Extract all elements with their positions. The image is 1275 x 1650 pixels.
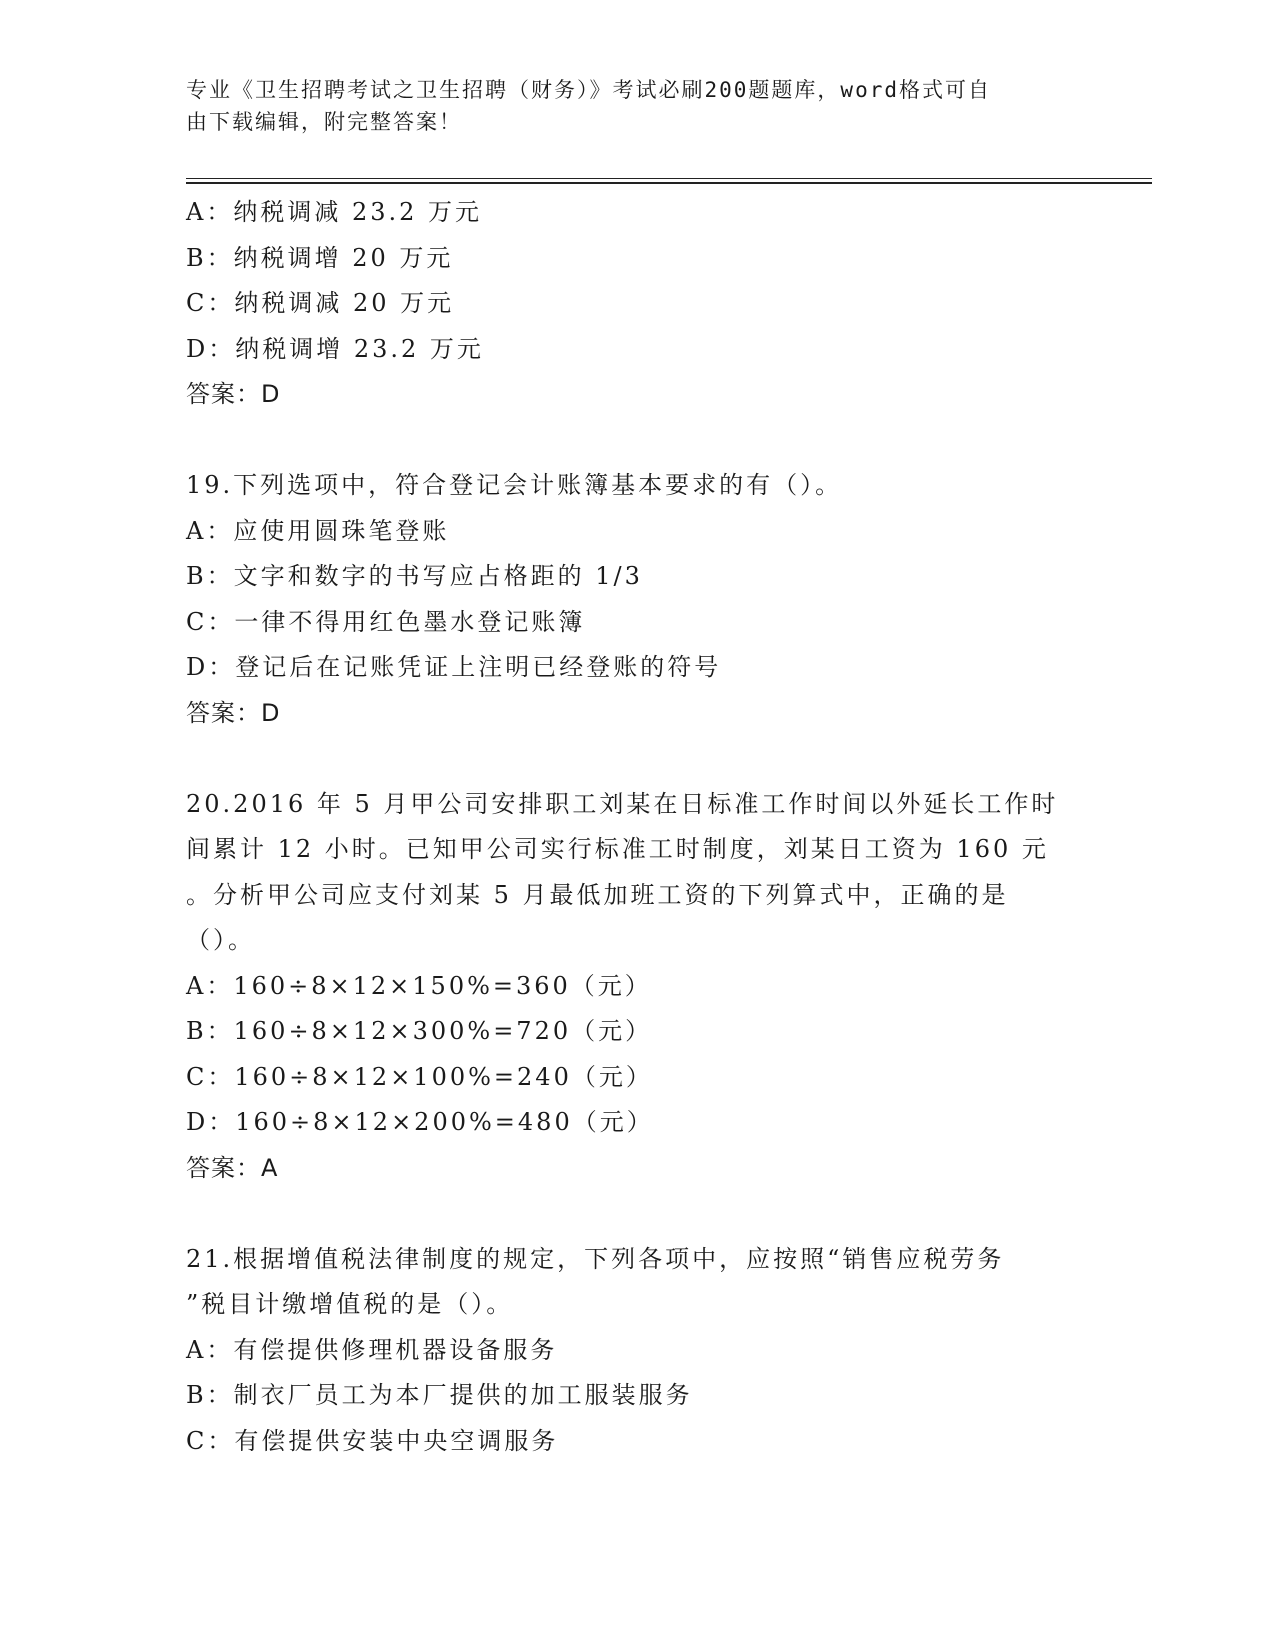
option-c: C：160÷8×12×100%=240（元） [186, 1062, 653, 1091]
question-21 [186, 1237, 1086, 1465]
option-d: D：160÷8×12×200%=480（元） [186, 1108, 654, 1136]
question-19 [186, 463, 1086, 736]
option-a: A：160÷8×12×150%=360（元） [186, 971, 652, 1000]
question-stem: 19.下列选项中，符合登记会计账簿基本要求的有（）。 [186, 471, 843, 499]
spacer [186, 736, 1086, 782]
header-divider [186, 178, 1152, 179]
question-stem-line-1: 20.2016 年 5 月甲公司安排职工刘某在日标准工作时间以外延长工作时 [186, 789, 1059, 818]
spacer [186, 1191, 1086, 1237]
option-b: B：文字和数字的书写应占格距的 1/3 [186, 562, 643, 590]
option-c: C：有偿提供安装中央空调服务 [186, 1426, 559, 1455]
question-stem-line-3: 。分析甲公司应支付刘某 5 月最低加班工资的下列算式中，正确的是 [186, 880, 1009, 909]
question-20 [186, 782, 1086, 1192]
option-c: C：一律不得用红色墨水登记账簿 [186, 607, 586, 636]
spacer [186, 418, 1086, 464]
answer: 答案：A [186, 1153, 279, 1182]
document-header [186, 74, 1086, 138]
option-c: C：纳税调减 20 万元 [186, 289, 455, 317]
answer: 答案：D [186, 380, 281, 408]
question-list [186, 190, 1086, 1464]
option-a: A：有偿提供修理机器设备服务 [186, 1335, 558, 1364]
option-d: D：纳税调增 23.2 万元 [186, 334, 484, 363]
option-b: B：160÷8×12×300%=720（元） [186, 1017, 653, 1045]
question-stem-line-2: ”税目计缴增值税的是（）。 [186, 1290, 514, 1318]
question-stem-line-2: 间累计 12 小时。已知甲公司实行标准工时制度，刘某日工资为 160 元 [186, 835, 1049, 863]
option-b: B：纳税调增 20 万元 [186, 243, 454, 272]
answer: 答案：D [186, 698, 281, 727]
question-stem-line-4: （）。 [186, 926, 255, 954]
option-b: B：制衣厂员工为本厂提供的加工服装服务 [186, 1381, 693, 1409]
option-a: A：应使用圆珠笔登账 [186, 516, 450, 545]
question-18 [186, 190, 1086, 418]
option-a: A：纳税调减 23.2 万元 [186, 198, 483, 226]
question-stem-line-1: 21.根据增值税法律制度的规定，下列各项中，应按照“销售应税劳务 [186, 1244, 1005, 1273]
option-d: D：登记后在记账凭证上注明已经登账的符号 [186, 653, 722, 681]
header-divider-thick [186, 182, 1152, 184]
header-line-2: 由下载编辑，附完整答案！ [186, 110, 462, 134]
header-line-1: 专业《卫生招聘考试之卫生招聘（财务）》考试必刷200题题库，word格式可自 [186, 78, 991, 102]
